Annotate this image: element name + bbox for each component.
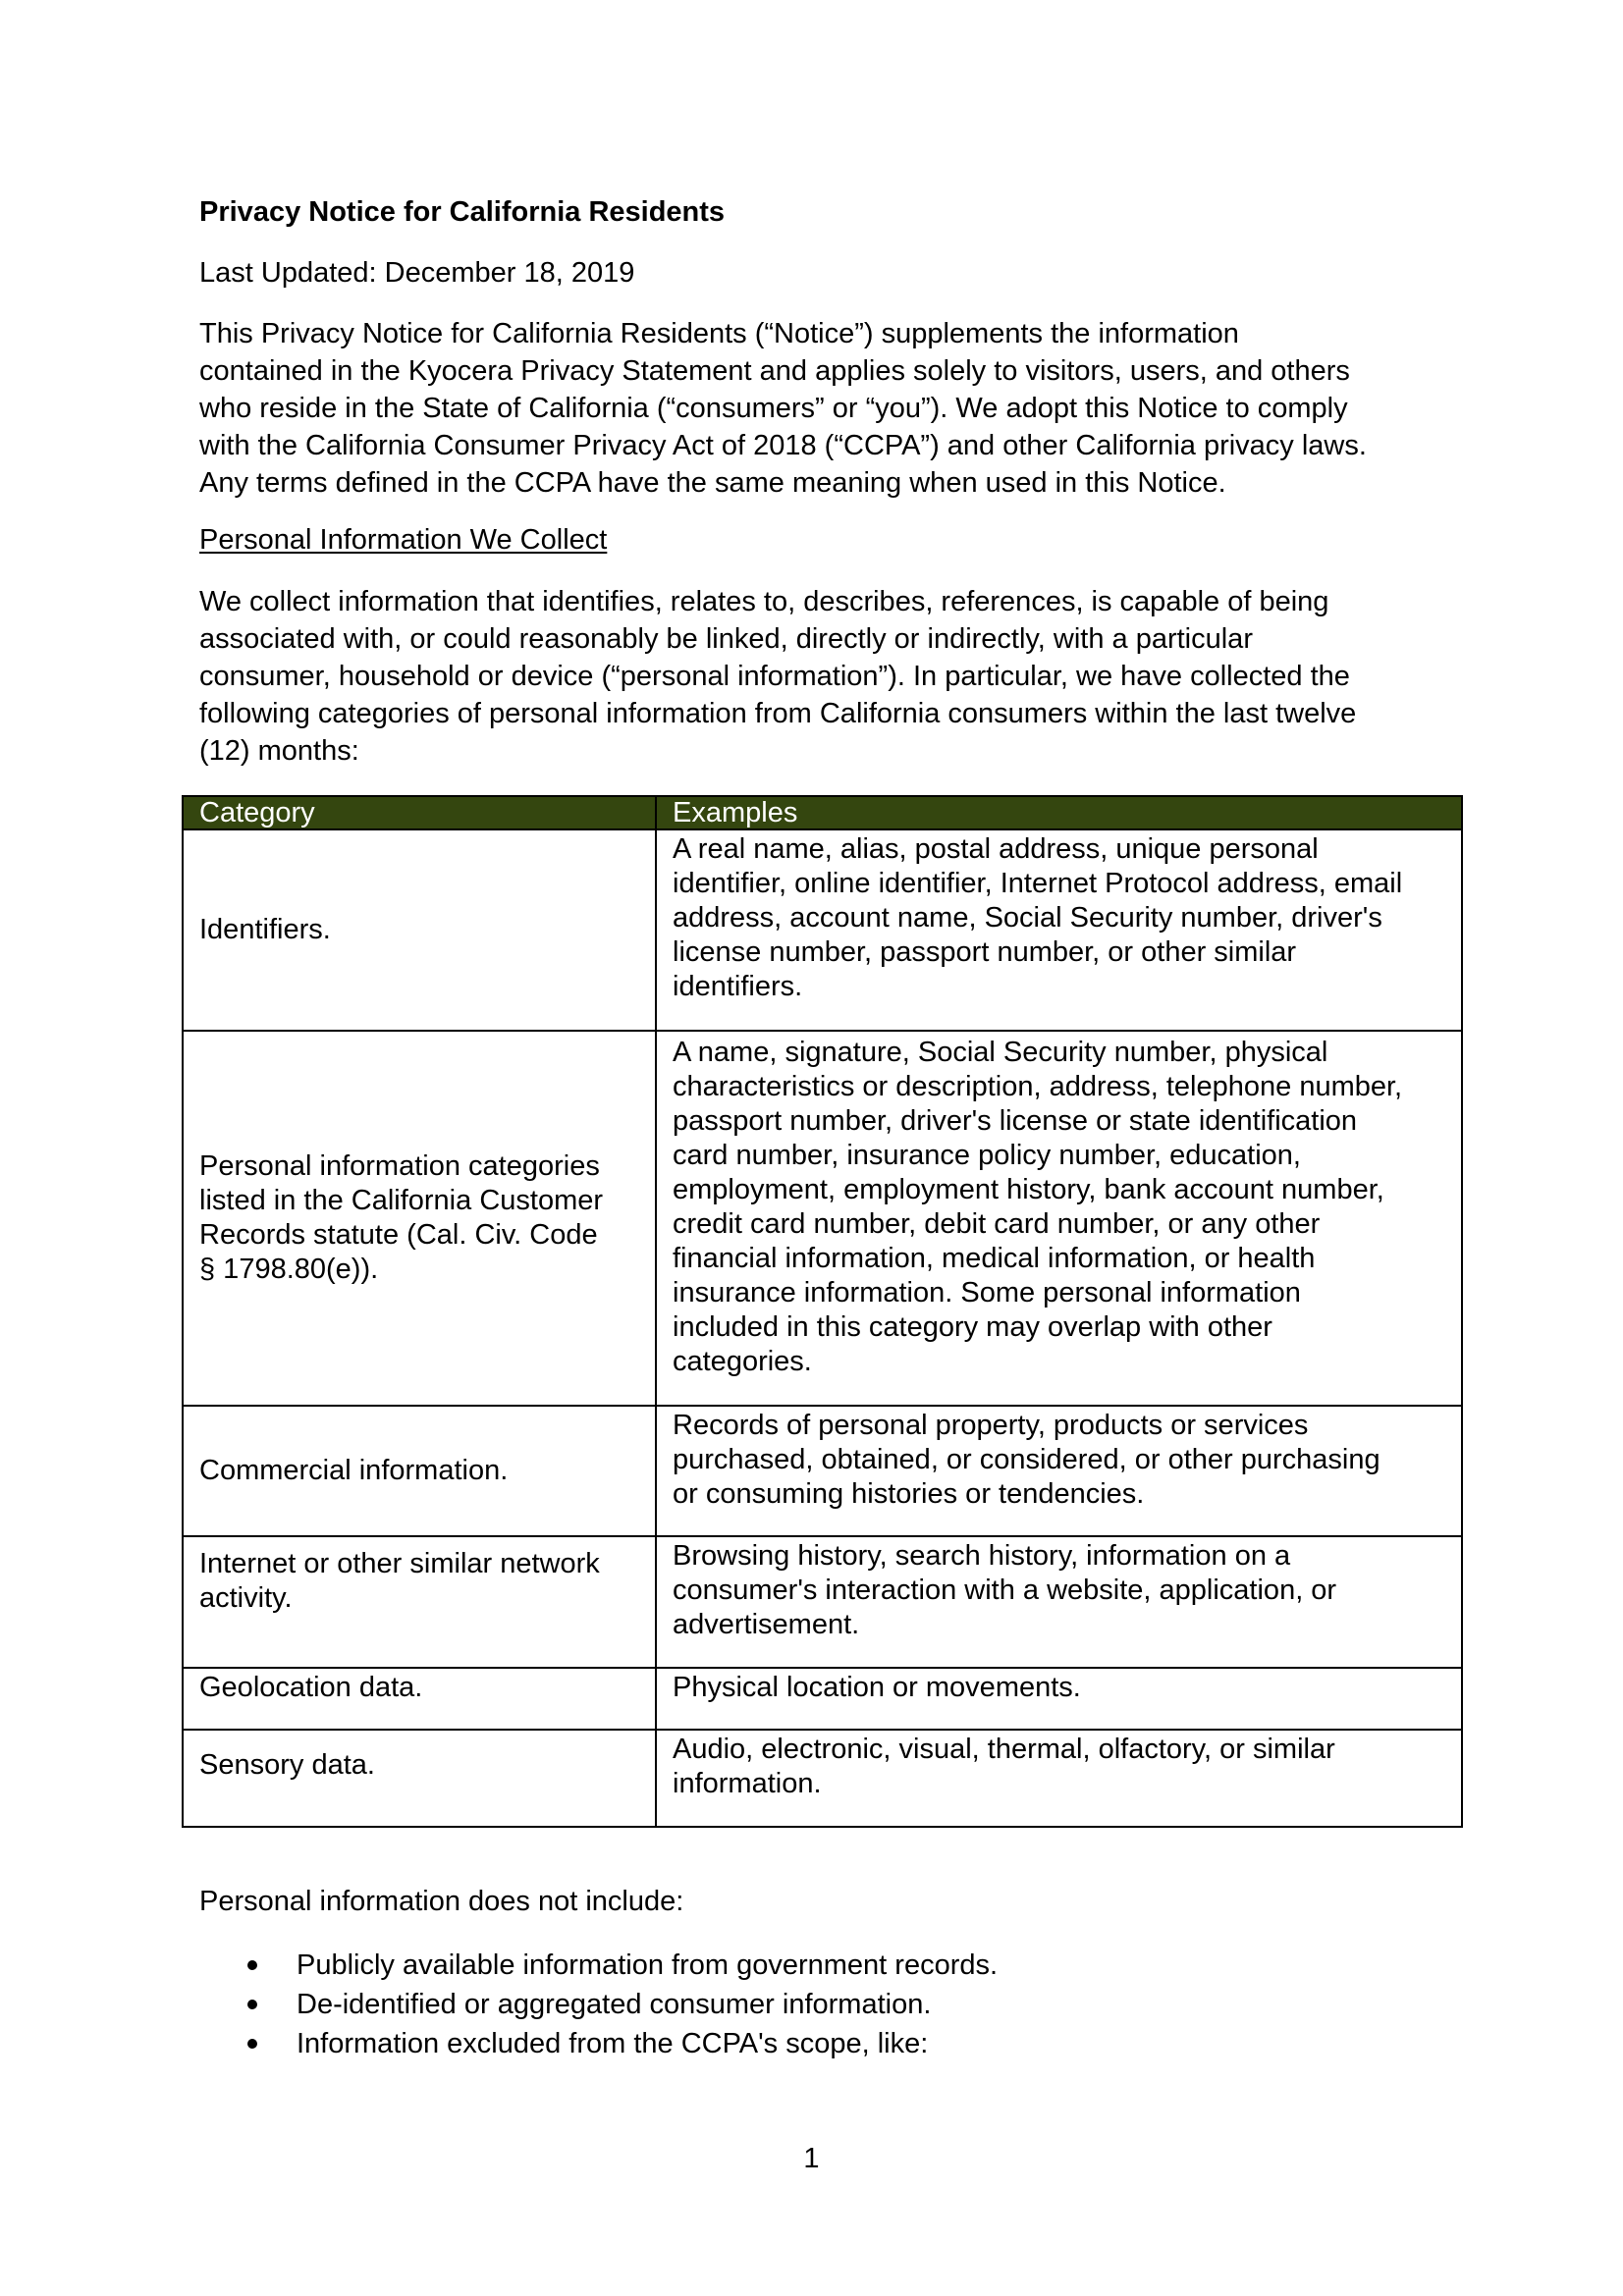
category-text: activity. bbox=[199, 1582, 293, 1614]
page-title: Privacy Notice for California Residents bbox=[199, 196, 726, 228]
category-text: listed in the California Customer bbox=[199, 1185, 604, 1216]
examples-text: financial information, medical information, or health bbox=[673, 1243, 1316, 1274]
bullet-icon bbox=[247, 2000, 257, 2009]
table-row bbox=[183, 829, 1462, 1031]
examples-text: A name, signature, Social Security number, physical bbox=[673, 1037, 1328, 1068]
intro-line: Any terms defined in the CCPA have the same meaning when used in this Notice. bbox=[199, 467, 1226, 499]
examples-text: Audio, electronic, visual, thermal, olfactory, or similar bbox=[673, 1734, 1335, 1765]
list-item-text: Publicly available information from government records. bbox=[297, 1949, 999, 1981]
category-text: Records statute (Cal. Civ. Code bbox=[199, 1219, 598, 1251]
category-text: Internet or other similar network bbox=[199, 1548, 600, 1579]
category-text: Sensory data. bbox=[199, 1749, 375, 1781]
category-text: Commercial information. bbox=[199, 1455, 509, 1486]
examples-cell bbox=[656, 829, 1462, 1031]
examples-text: categories. bbox=[673, 1346, 812, 1377]
examples-text: insurance information. Some personal information bbox=[673, 1277, 1301, 1308]
table-row bbox=[183, 1536, 1462, 1668]
list-item bbox=[243, 1946, 998, 1985]
exclusions-list bbox=[243, 1946, 998, 2063]
examples-text: included in this category may overlap with other bbox=[673, 1311, 1272, 1343]
list-item-text: De-identified or aggregated consumer information. bbox=[297, 1989, 932, 2020]
examples-text: characteristics or description, address, telephone number, bbox=[673, 1071, 1403, 1102]
table-row bbox=[183, 1668, 1462, 1730]
examples-cell bbox=[656, 1668, 1462, 1730]
list-item-text: Information excluded from the CCPA's scope, like: bbox=[297, 2028, 929, 2059]
examples-cell bbox=[656, 1031, 1462, 1406]
intro-line: with the California Consumer Privacy Act of 2018 (“CCPA”) and other California privacy laws. bbox=[199, 430, 1367, 461]
collect-line: (12) months: bbox=[199, 735, 359, 767]
collect-line: We collect information that identifies, relates to, describes, references, is capable of being bbox=[199, 586, 1329, 617]
intro-line: who reside in the State of California (“consumers” or “you”). We adopt this Notice to comply bbox=[199, 393, 1348, 424]
collect-line: following categories of personal information from California consumers within the last twelve bbox=[199, 698, 1357, 729]
examples-text: passport number, driver's license or state identification bbox=[673, 1105, 1358, 1137]
examples-text: Records of personal property, products or services bbox=[673, 1410, 1309, 1441]
list-item bbox=[243, 1985, 998, 2024]
category-text: Personal information categories bbox=[199, 1150, 600, 1182]
intro-line: contained in the Kyocera Privacy Statement and applies solely to visitors, users, and others bbox=[199, 355, 1350, 387]
header-examples: Examples bbox=[656, 796, 1462, 829]
category-text: Geolocation data. bbox=[199, 1672, 423, 1703]
examples-text: advertisement. bbox=[673, 1609, 860, 1640]
category-cell bbox=[183, 1031, 656, 1406]
last-updated: Last Updated: December 18, 2019 bbox=[199, 257, 635, 289]
examples-text: identifier, online identifier, Internet Protocol address, email bbox=[673, 868, 1403, 899]
examples-text: purchased, obtained, or considered, or other purchasing bbox=[673, 1444, 1380, 1475]
category-cell bbox=[183, 1730, 656, 1827]
collect-line: consumer, household or device (“personal information”). In particular, we have collected the bbox=[199, 661, 1350, 692]
examples-text: information. bbox=[673, 1768, 822, 1799]
page-number: 1 bbox=[803, 2143, 820, 2174]
categories-table bbox=[182, 795, 1463, 1828]
category-cell bbox=[183, 1668, 656, 1730]
not-include-label: Personal information does not include: bbox=[199, 1886, 684, 1917]
examples-text: address, account name, Social Security number, driver's bbox=[673, 902, 1382, 934]
bullet-icon bbox=[247, 1960, 257, 1970]
examples-cell bbox=[656, 1536, 1462, 1668]
collect-paragraph bbox=[199, 583, 1356, 770]
examples-cell bbox=[656, 1730, 1462, 1827]
intro-paragraph bbox=[199, 315, 1367, 502]
examples-text: Physical location or movements. bbox=[673, 1672, 1081, 1703]
examples-text: Browsing history, search history, information on a bbox=[673, 1540, 1291, 1572]
collect-line: associated with, or could reasonably be linked, directly or indirectly, with a particular bbox=[199, 623, 1253, 655]
category-text: § 1798.80(e)). bbox=[199, 1254, 379, 1285]
category-cell bbox=[183, 1536, 656, 1668]
examples-text: employment, employment history, bank account number, bbox=[673, 1174, 1384, 1205]
header-category: Category bbox=[183, 796, 656, 829]
examples-text: A real name, alias, postal address, unique personal bbox=[673, 833, 1319, 865]
examples-text: identifiers. bbox=[673, 971, 803, 1002]
examples-text: or consuming histories or tendencies. bbox=[673, 1478, 1145, 1510]
list-item bbox=[243, 2024, 998, 2063]
section-heading: Personal Information We Collect bbox=[199, 524, 608, 556]
category-text: Identifiers. bbox=[199, 914, 331, 945]
table-header-row bbox=[183, 796, 1462, 829]
intro-line: This Privacy Notice for California Residents (“Notice”) supplements the information bbox=[199, 318, 1239, 349]
bullet-icon bbox=[247, 2039, 257, 2049]
examples-text: license number, passport number, or other similar bbox=[673, 936, 1297, 968]
category-cell bbox=[183, 829, 656, 1031]
examples-text: consumer's interaction with a website, application, or bbox=[673, 1575, 1337, 1606]
table-row bbox=[183, 1031, 1462, 1406]
examples-cell bbox=[656, 1406, 1462, 1536]
table-row bbox=[183, 1406, 1462, 1536]
examples-text: card number, insurance policy number, education, bbox=[673, 1140, 1301, 1171]
examples-text: credit card number, debit card number, or any other bbox=[673, 1208, 1321, 1240]
table-row bbox=[183, 1730, 1462, 1827]
category-cell bbox=[183, 1406, 656, 1536]
